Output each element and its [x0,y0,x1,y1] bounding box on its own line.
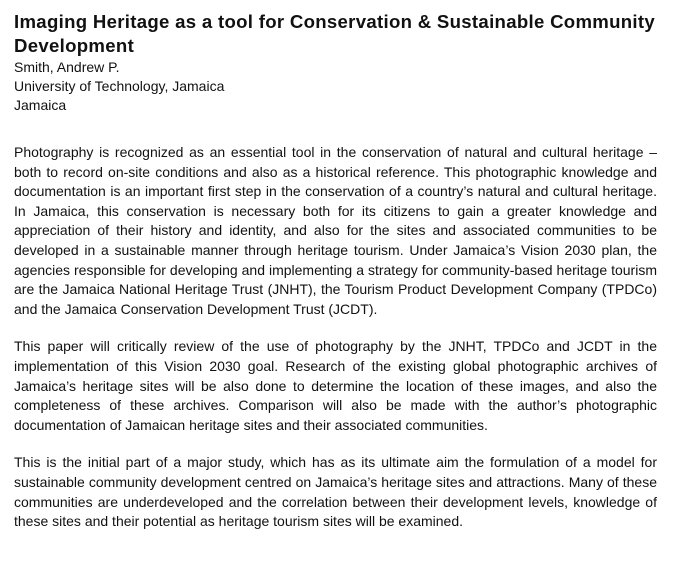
author-affiliation: University of Technology, Jamaica [14,78,225,94]
abstract-paragraph: Photography is recognized as an essential tool in the conservation of natural and cultural heritage – both to record on-site conditions and also as a historical reference. This photographic knowledge and documentation is an important first step in the conservation of a country’s natural and cultural heritage. In Jamaica, this conservation is necessary both for its citizens to gain a greater knowledge and appreciation of their history and identity, and also for the sites and associated communities to be developed in a sustainable manner through heritage tourism. Under Jamaica’s Vision 2030 plan, the agencies responsible for developing and implementing a strategy for community-based heritage tourism are the Jamaica National Heritage Trust (JNHT), the Tourism Product Development Company (TPDCo) and the Jamaica Conservation Development Trust (JCDT). [14,144,657,317]
abstract-body [14,143,657,532]
author-block [14,58,657,115]
paper-title: Imaging Heritage as a tool for Conservation & Sustainable Community Development [14,11,656,56]
abstract-paragraph: This is the initial part of a major study, which has as its ultimate aim the formulation of a model for sustainable community development centred on Jamaica’s heritage sites and attractions. Many of these communities are underdeveloped and the correlation between their development levels, knowledge of these sites and their potential as heritage tourism sites will be examined. [14,454,657,530]
abstract-paragraph: This paper will critically review of the use of photography by the JNHT, TPDCo and JCDT in the implementation of this Vision 2030 goal. Research of the existing global photographic archives of Jamaica’s heritage sites will be also done to determine the location of these images, and also the completeness of these archives. Comparison will also be made with the author’s photographic documentation of Jamaican heritage sites and their associated communities. [14,338,657,433]
author-country: Jamaica [14,97,67,113]
author-name: Smith, Andrew P. [14,59,120,75]
